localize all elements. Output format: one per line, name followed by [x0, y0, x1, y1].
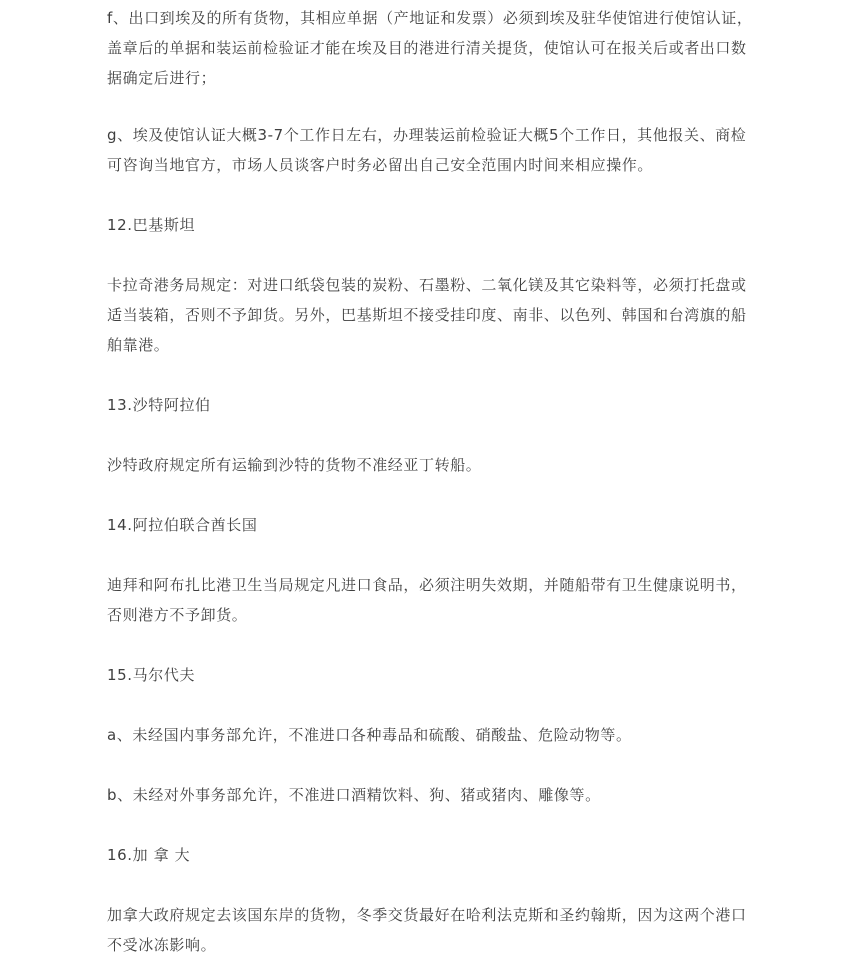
paragraph-maldives-a: a、未经国内事务部允许，不准进口各种毒品和硫酸、硝酸盐、危险动物等。 [107, 726, 632, 744]
paragraph-uae: 迪拜和阿布扎比港卫生当局规定凡进口食品，必须注明失效期，并随船带有卫生健康说明书，否则港方不予卸货。 [107, 576, 747, 624]
paragraph-egypt-f: f、出口到埃及的所有货物，其相应单据（产地证和发票）必须到埃及驻华使馆进行使馆认证，盖章后的单据和装运前检验证才能在埃及目的港进行清关提货，使馆认可在报关后或者出口数据确定后进行； [107, 9, 753, 87]
paragraph-egypt-g: g、埃及使馆认证大概3-7个工作日左右，办理装运前检验证大概5个工作日，其他报关、商检可咨询当地官方，市场人员谈客户时务必留出自己安全范围内时间来相应操作。 [107, 126, 747, 174]
section-heading-canada: 16.加 拿 大 [107, 846, 191, 864]
section-heading-pakistan: 12.巴基斯坦 [107, 216, 196, 234]
paragraph-pakistan: 卡拉奇港务局规定：对进口纸袋包装的炭粉、石墨粉、二氧化镁及其它染料等，必须打托盘或适当装箱，否则不予卸货。另外，巴基斯坦不接受挂印度、南非、以色列、韩国和台湾旗的船舶靠港。 [107, 276, 747, 354]
section-heading-maldives: 15.马尔代夫 [107, 666, 196, 684]
paragraph-saudi-arabia: 沙特政府规定所有运输到沙特的货物不准经亚丁转船。 [107, 456, 482, 474]
section-heading-saudi-arabia: 13.沙特阿拉伯 [107, 396, 211, 414]
paragraph-canada: 加拿大政府规定去该国东岸的货物，冬季交货最好在哈利法克斯和圣约翰斯，因为这两个港口不受冰冻影响。 [107, 906, 747, 954]
paragraph-maldives-b: b、未经对外事务部允许，不准进口酒精饮料、狗、猪或猪肉、雕像等。 [107, 786, 601, 804]
section-heading-uae: 14.阿拉伯联合酋长国 [107, 516, 258, 534]
